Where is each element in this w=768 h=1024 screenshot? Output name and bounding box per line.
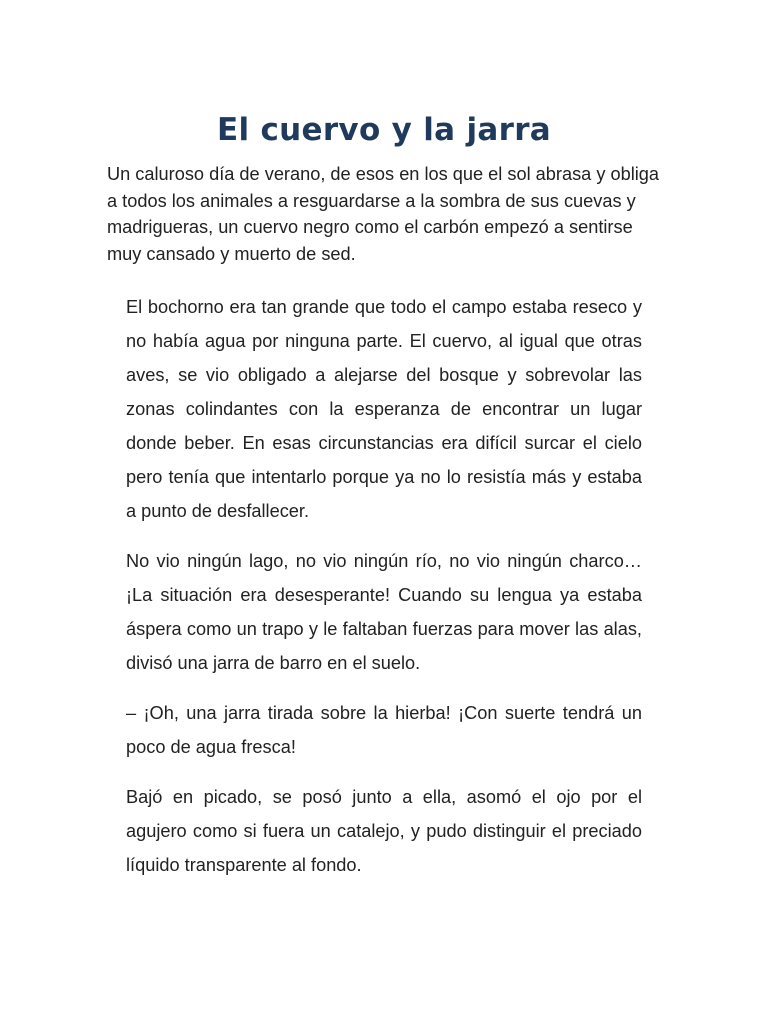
page-title: El cuervo y la jarra <box>216 112 552 148</box>
story-paragraph: No vio ningún lago, no vio ningún río, no vio ningún charco… ¡La situación era desesperante! Cuando su lengua ya estaba áspera como un trapo y le faltaban fuerzas para mover las alas, divisó una jarra de barro en el suelo. <box>126 551 642 673</box>
story-paragraph: – ¡Oh, una jarra tirada sobre la hierba! ¡Con suerte tendrá un poco de agua fresca! <box>126 703 642 757</box>
intro-paragraph: Un caluroso día de verano, de esos en los que el sol abrasa y obliga a todos los animales a resguardarse a la sombra de sus cuevas y madrigueras, un cuervo negro como el carbón empezó a sentirse muy cansado y muerto de sed. <box>107 164 660 264</box>
story-paragraph: Bajó en picado, se posó junto a ella, asomó el ojo por el agujero como si fuera un catalejo, y pudo distinguir el preciado líquido transparente al fondo. <box>126 787 642 875</box>
story-paragraph: El bochorno era tan grande que todo el campo estaba reseco y no había agua por ninguna parte. El cuervo, al igual que otras aves, se vio obligado a alejarse del bosque y sobrevolar las zonas colindantes con la esperanza de encontrar un lugar donde beber. En esas circunstancias era difícil surcar el cielo pero tenía que intentarlo porque ya no lo resistía más y estaba a punto de desfallecer. <box>126 297 642 521</box>
story-body <box>126 290 642 898</box>
